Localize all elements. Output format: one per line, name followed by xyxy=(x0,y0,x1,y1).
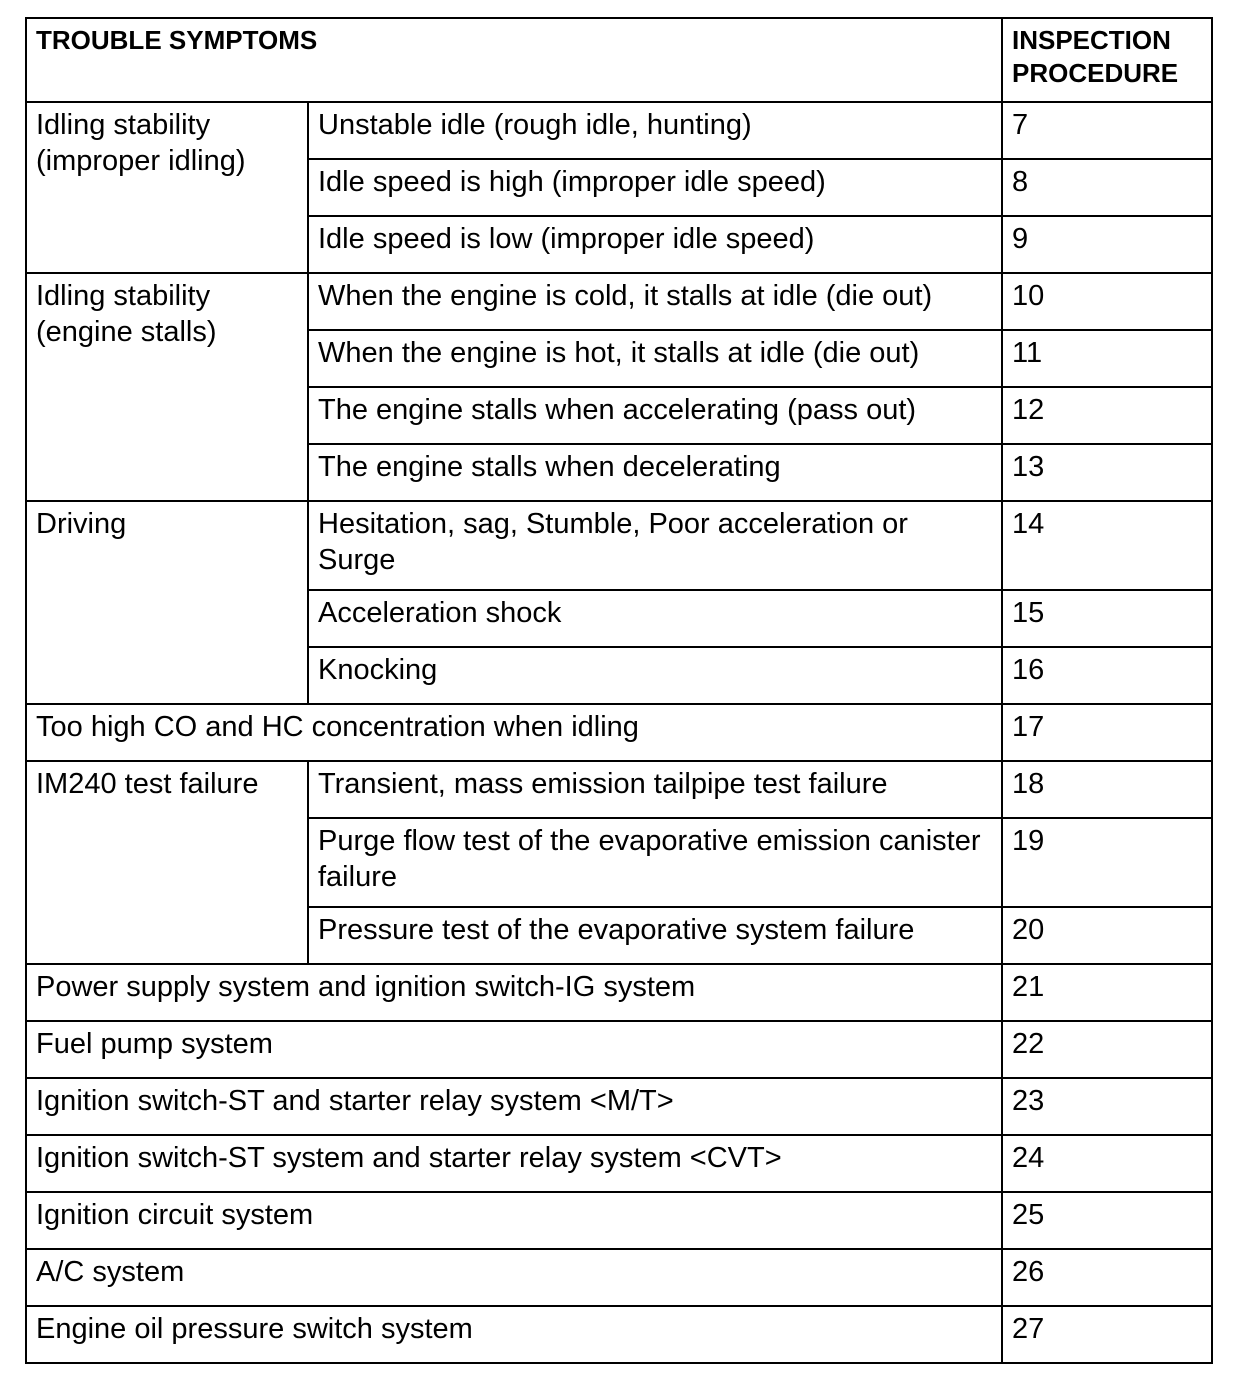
procedure-cell: 9 xyxy=(1002,216,1212,273)
category-cell: Idling stability (improper idling) xyxy=(26,102,308,273)
table-row xyxy=(26,1021,1212,1078)
symptom-cell: The engine stalls when accelerating (pass out) xyxy=(308,387,1002,444)
procedure-cell: 23 xyxy=(1002,1078,1212,1135)
symptom-cell: When the engine is cold, it stalls at idle (die out) xyxy=(308,273,1002,330)
symptom-cell: Transient, mass emission tailpipe test failure xyxy=(308,761,1002,818)
procedure-cell: 13 xyxy=(1002,444,1212,501)
header-inspection-procedure: INSPECTION PROCEDURE xyxy=(1002,18,1212,102)
symptom-cell: The engine stalls when decelerating xyxy=(308,444,1002,501)
procedure-cell: 7 xyxy=(1002,102,1212,159)
table-row xyxy=(26,761,1212,818)
symptom-cell: Acceleration shock xyxy=(308,590,1002,647)
trouble-symptom-chart xyxy=(25,17,1213,1364)
symptom-cell: Unstable idle (rough idle, hunting) xyxy=(308,102,1002,159)
symptom-cell: Pressure test of the evaporative system failure xyxy=(308,907,1002,964)
trouble-symptom-table xyxy=(25,17,1213,1364)
category-cell: Idling stability (engine stalls) xyxy=(26,273,308,501)
procedure-cell: 10 xyxy=(1002,273,1212,330)
procedure-cell: 25 xyxy=(1002,1192,1212,1249)
procedure-cell: 16 xyxy=(1002,647,1212,704)
procedure-cell: 14 xyxy=(1002,501,1212,590)
procedure-cell: 18 xyxy=(1002,761,1212,818)
table-row xyxy=(26,501,1212,590)
table-row xyxy=(26,704,1212,761)
full-symptom-cell: Power supply system and ignition switch-IG system xyxy=(26,964,1002,1021)
procedure-cell: 21 xyxy=(1002,964,1212,1021)
symptom-cell: When the engine is hot, it stalls at idle (die out) xyxy=(308,330,1002,387)
table-row xyxy=(26,1192,1212,1249)
full-symptom-cell: Too high CO and HC concentration when idling xyxy=(26,704,1002,761)
procedure-cell: 20 xyxy=(1002,907,1212,964)
full-symptom-cell: Ignition switch-ST and starter relay system <M/T> xyxy=(26,1078,1002,1135)
procedure-cell: 8 xyxy=(1002,159,1212,216)
procedure-cell: 12 xyxy=(1002,387,1212,444)
procedure-cell: 19 xyxy=(1002,818,1212,907)
category-cell: IM240 test failure xyxy=(26,761,308,964)
table-row xyxy=(26,102,1212,159)
procedure-cell: 15 xyxy=(1002,590,1212,647)
procedure-cell: 24 xyxy=(1002,1135,1212,1192)
table-row xyxy=(26,1249,1212,1306)
procedure-cell: 22 xyxy=(1002,1021,1212,1078)
category-cell: Driving xyxy=(26,501,308,704)
table-row xyxy=(26,1078,1212,1135)
symptom-cell: Idle speed is low (improper idle speed) xyxy=(308,216,1002,273)
full-symptom-cell: Ignition circuit system xyxy=(26,1192,1002,1249)
procedure-cell: 11 xyxy=(1002,330,1212,387)
full-symptom-cell: Fuel pump system xyxy=(26,1021,1002,1078)
full-symptom-cell: Ignition switch-ST system and starter relay system <CVT> xyxy=(26,1135,1002,1192)
symptom-cell: Idle speed is high (improper idle speed) xyxy=(308,159,1002,216)
table-row xyxy=(26,1306,1212,1363)
table-row xyxy=(26,273,1212,330)
procedure-cell: 26 xyxy=(1002,1249,1212,1306)
symptom-cell: Knocking xyxy=(308,647,1002,704)
procedure-cell: 27 xyxy=(1002,1306,1212,1363)
header-row xyxy=(26,18,1212,102)
symptom-cell: Purge flow test of the evaporative emission canister failure xyxy=(308,818,1002,907)
full-symptom-cell: A/C system xyxy=(26,1249,1002,1306)
symptom-cell: Hesitation, sag, Stumble, Poor acceleration or Surge xyxy=(308,501,1002,590)
header-trouble-symptoms: TROUBLE SYMPTOMS xyxy=(26,18,1002,102)
procedure-cell: 17 xyxy=(1002,704,1212,761)
table-row xyxy=(26,1135,1212,1192)
full-symptom-cell: Engine oil pressure switch system xyxy=(26,1306,1002,1363)
table-row xyxy=(26,964,1212,1021)
